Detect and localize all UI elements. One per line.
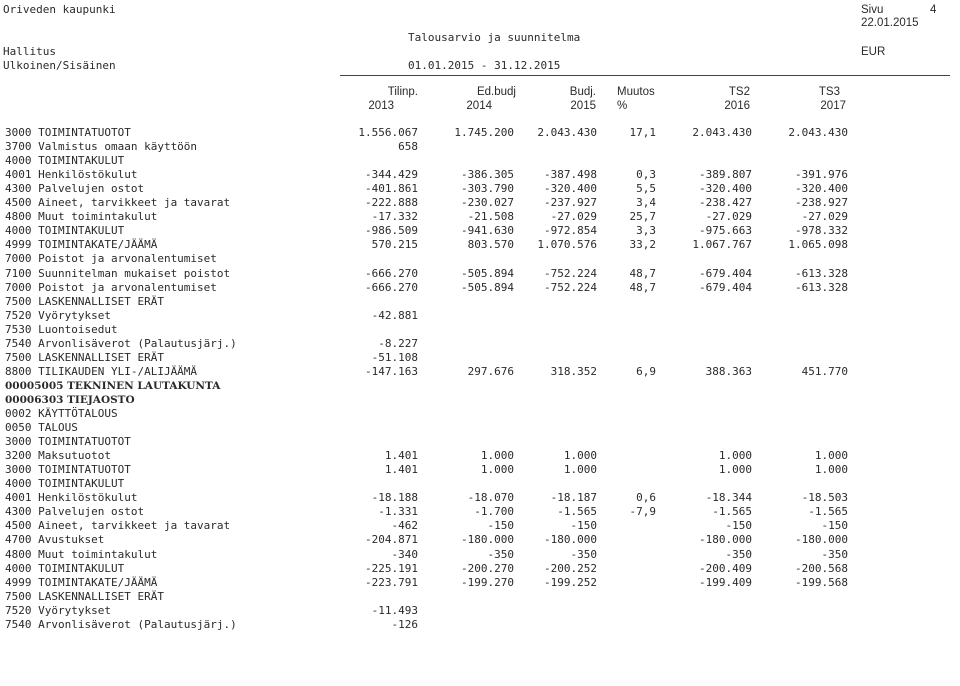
account-label: 7520 Vyörytykset — [5, 308, 111, 322]
value-tilinp-2013: 570.215 — [371, 238, 418, 252]
value-ts2-2016: -18.344 — [705, 491, 752, 505]
col-year-2016: 2016 — [724, 100, 750, 112]
header-divider — [340, 75, 950, 76]
value-ts2-2016: -199.409 — [699, 575, 752, 589]
table-row — [0, 435, 960, 449]
col-year-2013: 2013 — [368, 100, 394, 112]
account-label: 4300 Palvelujen ostot — [5, 182, 145, 196]
value-edbudj-2014: 297.676 — [467, 364, 514, 378]
account-label: 0002 KÄYTTÖTALOUS — [5, 407, 118, 420]
account-label: 4000 TOIMINTAKULUT — [5, 477, 125, 491]
value-muutos-pct: 25,7 — [629, 210, 656, 224]
value-ts3-2017: -27.029 — [801, 210, 848, 224]
value-ts2-2016: -180.000 — [699, 533, 752, 547]
account-label: 4500 Aineet, tarvikkeet ja tavarat — [5, 519, 231, 533]
account-label: 7540 Arvonlisäverot (Palautusjärj.) — [5, 336, 237, 350]
value-tilinp-2013: 1.556.067 — [358, 126, 418, 139]
table-row — [0, 168, 960, 182]
table-row — [0, 407, 960, 421]
table-row — [0, 533, 960, 547]
table-row — [0, 252, 960, 266]
account-label: 7500 LASKENNALLISET ERÄT — [5, 589, 164, 603]
value-budj-2015: -387.498 — [544, 168, 597, 182]
value-edbudj-2014: -941.630 — [461, 224, 514, 238]
value-tilinp-2013: -42.881 — [371, 308, 418, 322]
value-budj-2015: 1.070.576 — [537, 238, 597, 252]
value-ts3-2017: -150 — [821, 519, 848, 533]
table-row — [0, 393, 960, 407]
account-label: 3000 TOIMINTATUOTOT — [5, 126, 131, 139]
value-ts3-2017: -613.328 — [795, 280, 848, 294]
value-budj-2015: 2.043.430 — [537, 126, 597, 139]
account-label: 4800 Muut toimintakulut — [5, 547, 158, 561]
value-edbudj-2014: -21.508 — [467, 210, 514, 224]
value-ts3-2017: -1.565 — [808, 505, 848, 519]
value-ts3-2017: -350 — [821, 547, 848, 561]
report-period: 01.01.2015 - 31.12.2015 — [408, 59, 561, 72]
value-ts2-2016: -320.400 — [699, 182, 752, 196]
account-label: 8800 TILIKAUDEN YLI-/ALIJÄÄMÄ — [5, 364, 198, 378]
value-edbudj-2014: -180.000 — [461, 533, 514, 547]
value-muutos-pct: 0,6 — [636, 491, 656, 505]
account-label: 4999 TOIMINTAKATE/JÄÄMÄ — [5, 238, 158, 252]
account-label: 3700 Valmistus omaan käyttöön — [5, 140, 198, 154]
col-year-2015: 2015 — [570, 100, 596, 112]
account-label: 4800 Muut toimintakulut — [5, 210, 158, 224]
unit-name: Hallitus — [3, 45, 56, 58]
table-row — [0, 590, 960, 604]
value-tilinp-2013: -147.163 — [365, 364, 418, 378]
value-edbudj-2014: 803.570 — [467, 238, 514, 252]
table-row — [0, 323, 960, 337]
value-ts2-2016: -200.409 — [699, 561, 752, 575]
account-label: 4000 TOIMINTAKULUT — [5, 561, 125, 575]
account-label: 3000 TOIMINTATUOTOT — [5, 435, 131, 449]
value-edbudj-2014: -230.027 — [461, 196, 514, 210]
value-ts2-2016: -27.029 — [705, 210, 752, 224]
value-muutos-pct: 3,3 — [636, 224, 656, 238]
value-ts2-2016: 1.000 — [718, 463, 752, 477]
value-ts2-2016: 2.043.430 — [692, 126, 752, 139]
value-muutos-pct: 3,4 — [636, 196, 656, 210]
value-budj-2015: -320.400 — [544, 182, 597, 196]
account-label: 4001 Henkilöstökulut — [5, 168, 138, 182]
account-label: 4000 TOIMINTAKULUT — [5, 154, 125, 168]
account-label: 7530 Luontoisedut — [5, 322, 118, 336]
value-ts2-2016: -238.427 — [699, 196, 752, 210]
value-tilinp-2013: -204.871 — [365, 533, 418, 547]
value-ts3-2017: -200.568 — [795, 561, 848, 575]
col-header-muutos: Muutos — [617, 86, 655, 98]
value-budj-2015: -1.565 — [557, 505, 597, 519]
account-label: 4001 Henkilöstökulut — [5, 491, 138, 505]
table-row — [0, 295, 960, 309]
col-header-edbudj: Ed.budj — [476, 86, 516, 98]
value-budj-2015: -18.187 — [550, 491, 597, 505]
value-tilinp-2013: -51.108 — [371, 350, 418, 364]
value-ts3-2017: -18.503 — [801, 491, 848, 505]
account-label: 4300 Palvelujen ostot — [5, 505, 145, 519]
table-row — [0, 576, 960, 590]
value-budj-2015: -180.000 — [544, 533, 597, 547]
value-ts3-2017: -613.328 — [795, 266, 848, 280]
value-ts2-2016: 1.000 — [718, 449, 752, 463]
value-budj-2015: 1.000 — [563, 463, 597, 477]
value-muutos-pct: 33,2 — [629, 238, 656, 252]
table-row — [0, 309, 960, 323]
value-ts2-2016: -679.404 — [699, 280, 752, 294]
table-row — [0, 238, 960, 252]
value-budj-2015: 1.000 — [563, 449, 597, 463]
table-row — [0, 618, 960, 632]
table-row — [0, 210, 960, 224]
account-label: 3200 Maksutuotot — [5, 449, 111, 463]
unit-type: Ulkoinen/Sisäinen — [3, 59, 116, 72]
value-edbudj-2014: -200.270 — [461, 561, 514, 575]
account-label: 4999 TOIMINTAKATE/JÄÄMÄ — [5, 575, 158, 589]
account-label: 4500 Aineet, tarvikkeet ja tavarat — [5, 196, 231, 210]
account-label: 7000 Poistot ja arvonalentumiset — [5, 252, 217, 266]
col-header-ts3: TS3 — [818, 86, 840, 98]
value-budj-2015: -972.854 — [544, 224, 597, 238]
table-row — [0, 365, 960, 379]
table-row — [0, 463, 960, 477]
table-row — [0, 505, 960, 519]
value-budj-2015: -752.224 — [544, 280, 597, 294]
table-row — [0, 351, 960, 365]
value-ts3-2017: 1.065.098 — [788, 238, 848, 252]
table-row — [0, 562, 960, 576]
value-budj-2015: -237.927 — [544, 196, 597, 210]
account-label: 0050 TALOUS — [5, 421, 78, 435]
table-row — [0, 196, 960, 210]
col-year-2014: 2014 — [466, 100, 492, 112]
value-edbudj-2014: 1.745.200 — [454, 126, 514, 139]
account-label: 7520 Vyörytykset — [5, 603, 111, 617]
value-edbudj-2014: -199.270 — [461, 575, 514, 589]
value-tilinp-2013: -986.509 — [365, 224, 418, 238]
account-label: 7500 LASKENNALLISET ERÄT — [5, 294, 164, 308]
col-header-budj: Budj. — [569, 86, 596, 98]
value-ts3-2017: 1.000 — [814, 449, 848, 463]
value-ts3-2017: -320.400 — [795, 182, 848, 196]
value-budj-2015: -27.029 — [550, 210, 597, 224]
account-label: 7540 Arvonlisäverot (Palautusjärj.) — [5, 617, 237, 631]
value-ts2-2016: -1.565 — [712, 505, 752, 519]
account-label: 00006303 TIEJAOSTO — [5, 393, 135, 406]
table-row — [0, 182, 960, 196]
account-label: 7100 Suunnitelman mukaiset poistot — [5, 266, 231, 280]
value-budj-2015: -200.252 — [544, 561, 597, 575]
value-tilinp-2013: 1.401 — [384, 463, 418, 477]
value-tilinp-2013: -17.332 — [371, 210, 418, 224]
value-edbudj-2014: -18.070 — [467, 491, 514, 505]
value-edbudj-2014: -303.790 — [461, 182, 514, 196]
value-budj-2015: -350 — [570, 547, 597, 561]
value-edbudj-2014: -150 — [487, 519, 514, 533]
value-ts3-2017: -199.568 — [795, 575, 848, 589]
value-tilinp-2013: -1.331 — [378, 505, 418, 519]
table-row — [0, 519, 960, 533]
value-tilinp-2013: -401.861 — [365, 182, 418, 196]
value-muutos-pct: 0,3 — [636, 168, 656, 182]
value-ts2-2016: 388.363 — [705, 364, 752, 378]
value-tilinp-2013: -222.888 — [365, 196, 418, 210]
value-budj-2015: 318.352 — [550, 364, 597, 378]
value-tilinp-2013: -340 — [391, 547, 418, 561]
table-row — [0, 449, 960, 463]
value-tilinp-2013: -11.493 — [371, 603, 418, 617]
value-tilinp-2013: 658 — [398, 140, 418, 154]
col-header-ts2: TS2 — [728, 86, 750, 98]
table-row — [0, 421, 960, 435]
value-edbudj-2014: -386.305 — [461, 168, 514, 182]
value-tilinp-2013: -126 — [391, 617, 418, 631]
table-row — [0, 126, 960, 140]
value-tilinp-2013: -8.227 — [378, 336, 418, 350]
report-title: Talousarvio ja suunnitelma — [408, 31, 581, 44]
value-tilinp-2013: -225.191 — [365, 561, 418, 575]
value-ts3-2017: 2.043.430 — [788, 126, 848, 139]
value-ts2-2016: -150 — [725, 519, 752, 533]
page-label: Sivu — [861, 4, 884, 16]
value-edbudj-2014: -505.894 — [461, 266, 514, 280]
value-tilinp-2013: -462 — [391, 519, 418, 533]
value-edbudj-2014: 1.000 — [480, 449, 514, 463]
account-label: 7000 Poistot ja arvonalentumiset — [5, 280, 217, 294]
account-label: 00005005 TEKNINEN LAUTAKUNTA — [5, 379, 221, 392]
value-ts3-2017: -180.000 — [795, 533, 848, 547]
value-tilinp-2013: -666.270 — [365, 266, 418, 280]
value-ts3-2017: 451.770 — [801, 364, 848, 378]
value-ts2-2016: -389.807 — [699, 168, 752, 182]
value-ts3-2017: 1.000 — [814, 463, 848, 477]
table-row — [0, 477, 960, 491]
value-budj-2015: -199.252 — [544, 575, 597, 589]
value-ts2-2016: -679.404 — [699, 266, 752, 280]
currency: EUR — [861, 46, 886, 58]
value-edbudj-2014: -1.700 — [474, 505, 514, 519]
table-row — [0, 140, 960, 154]
page-number: 4 — [930, 4, 937, 16]
table-row — [0, 337, 960, 351]
col-header-percent: % — [617, 100, 628, 112]
value-edbudj-2014: 1.000 — [480, 463, 514, 477]
value-muutos-pct: 48,7 — [629, 280, 656, 294]
value-tilinp-2013: 1.401 — [384, 449, 418, 463]
value-muutos-pct: -7,9 — [629, 505, 656, 519]
value-budj-2015: -150 — [570, 519, 597, 533]
report-date: 22.01.2015 — [861, 17, 919, 29]
value-muutos-pct: 17,1 — [629, 126, 656, 139]
account-label: 7500 LASKENNALLISET ERÄT — [5, 350, 164, 364]
table-row — [0, 548, 960, 562]
table-row — [0, 491, 960, 505]
value-edbudj-2014: -350 — [487, 547, 514, 561]
org-name: Oriveden kaupunki — [3, 3, 116, 16]
value-muutos-pct: 5,5 — [636, 182, 656, 196]
value-ts2-2016: 1.067.767 — [692, 238, 752, 252]
col-year-2017: 2017 — [820, 100, 846, 112]
value-tilinp-2013: -344.429 — [365, 168, 418, 182]
table-row — [0, 281, 960, 295]
table-row — [0, 379, 960, 393]
value-tilinp-2013: -666.270 — [365, 280, 418, 294]
table-row — [0, 154, 960, 168]
value-ts2-2016: -975.663 — [699, 224, 752, 238]
account-label: 4700 Avustukset — [5, 533, 105, 547]
table-row — [0, 224, 960, 238]
col-header-tilinp: Tilinp. — [387, 86, 418, 98]
value-budj-2015: -752.224 — [544, 266, 597, 280]
value-tilinp-2013: -18.188 — [371, 491, 418, 505]
account-label: 4000 TOIMINTAKULUT — [5, 224, 125, 238]
value-muutos-pct: 48,7 — [629, 266, 656, 280]
value-muutos-pct: 6,9 — [636, 364, 656, 378]
value-ts3-2017: -391.976 — [795, 168, 848, 182]
value-ts2-2016: -350 — [725, 547, 752, 561]
value-tilinp-2013: -223.791 — [365, 575, 418, 589]
table-row — [0, 604, 960, 618]
value-ts3-2017: -238.927 — [795, 196, 848, 210]
value-ts3-2017: -978.332 — [795, 224, 848, 238]
account-label: 3000 TOIMINTATUOTOT — [5, 463, 131, 477]
value-edbudj-2014: -505.894 — [461, 280, 514, 294]
table-row — [0, 267, 960, 281]
